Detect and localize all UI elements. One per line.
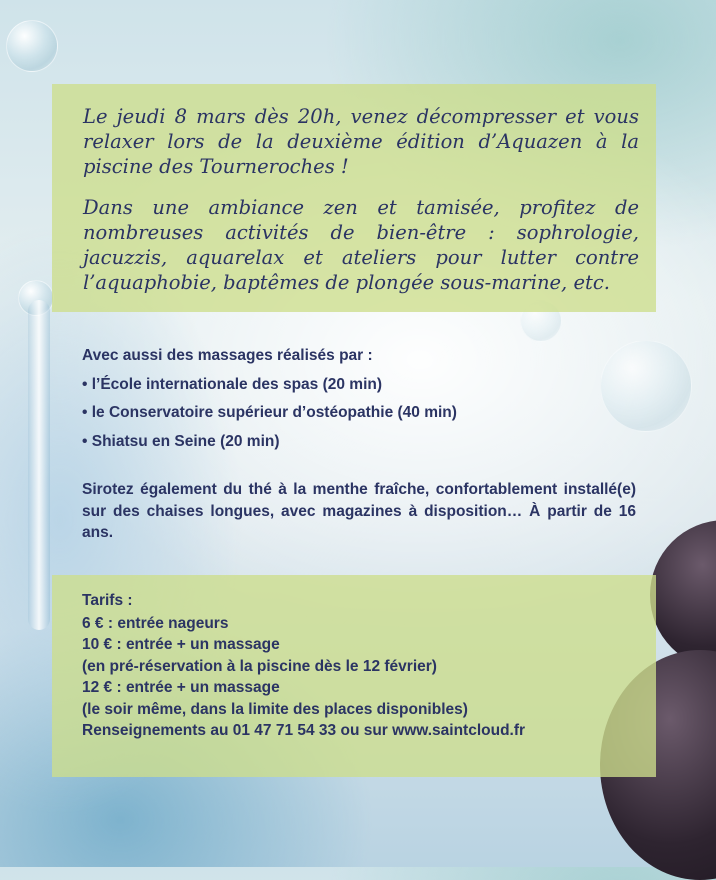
- bubble-decoration: [6, 20, 58, 72]
- intro-paragraph: Dans une ambiance zen et tamisée, profitez de nombreuses activités de bien-être : sophrologie, jacuzzis, aquarelax et ateliers pour lutter contre l’aquaphobie, baptêmes de plongée sous-marine, etc.: [83, 196, 639, 294]
- massages-section: [82, 345, 642, 452]
- list-item: • l’École internationale des spas (20 min): [82, 375, 383, 393]
- water-drop-decoration: [28, 300, 50, 630]
- extra-info: Sirotez également du thé à la menthe fraîche, confortablement installé(e) sur des chaises longues, avec magazines à disposition… À partir de 16 ans.: [82, 481, 636, 541]
- tarif-line: 12 € : entrée + un massage: [82, 679, 280, 696]
- contact-line: Renseignements au 01 47 71 54 33 ou sur www.saintcloud.fr: [82, 722, 526, 739]
- list-item: • le Conservatoire supérieur d’ostéopathie (40 min): [82, 404, 457, 421]
- tarif-line: (en pré-réservation à la piscine dès le 12 février): [82, 657, 437, 675]
- tarifs-section: [82, 590, 652, 742]
- massages-list: [82, 374, 642, 453]
- tarif-line: 6 € : entrée nageurs: [82, 614, 229, 632]
- intro-text: [83, 104, 639, 295]
- list-item: • Shiatsu en Seine (20 min): [82, 432, 280, 450]
- tarif-line: 10 € : entrée + un massage: [82, 636, 280, 653]
- massages-heading: Avec aussi des massages réalisés par :: [82, 347, 373, 364]
- tarifs-heading: Tarifs :: [82, 592, 133, 609]
- tarif-line: (le soir même, dans la limite des places disponibles): [82, 700, 468, 718]
- intro-paragraph: Le jeudi 8 mars dès 20h, venez décompresser et vous relaxer lors de la deuxième édition d’Aquazen à la piscine des Tourneroches !: [83, 105, 639, 178]
- stone-decoration: [650, 520, 716, 670]
